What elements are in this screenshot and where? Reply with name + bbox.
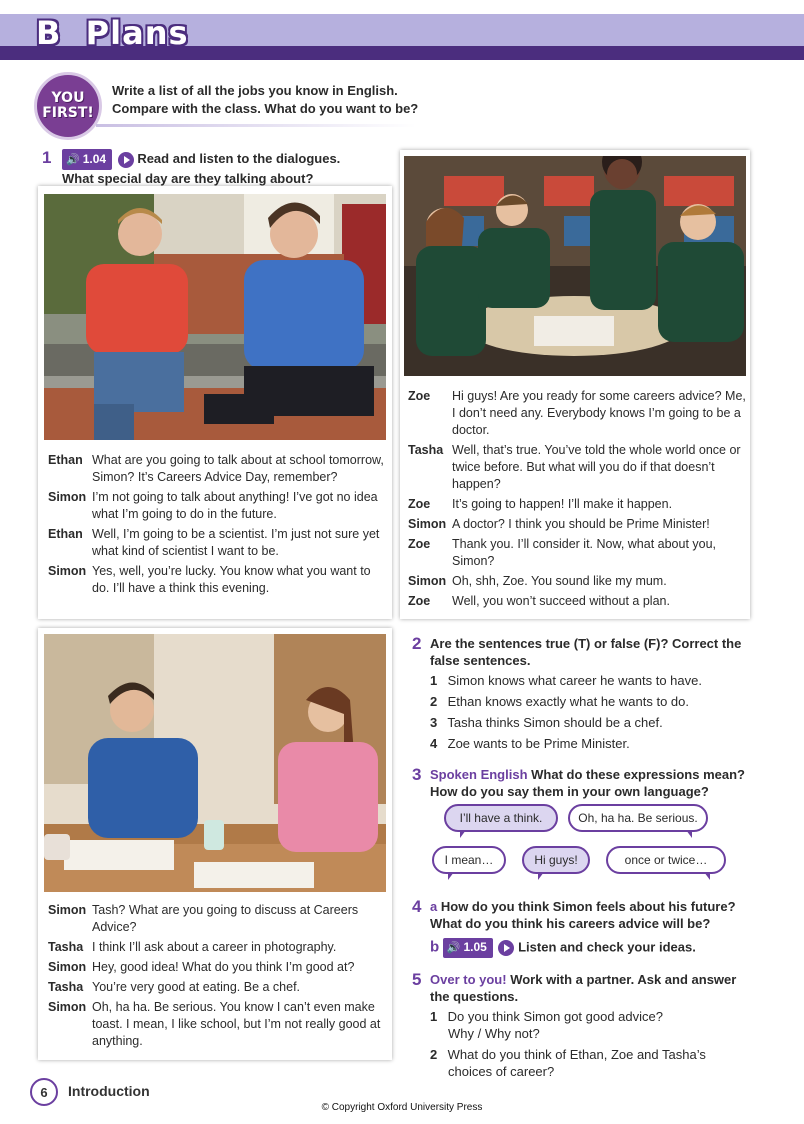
dialogue-text: I think I’ll ask about a career in photography. [92, 940, 337, 954]
dialogue-line [48, 939, 384, 956]
exercise-3-instructions [430, 766, 770, 800]
exercise-5-item [430, 1046, 706, 1080]
dialogue-text: You’re very good at eating. Be a chef. [92, 980, 301, 994]
expression-bubble: Hi guys! [522, 846, 590, 874]
speaker-name: Simon [48, 1000, 87, 1014]
dialogue-line [48, 452, 384, 486]
exercise-2-item [430, 714, 663, 731]
play-icon[interactable] [498, 940, 514, 956]
dialogue-panel-2 [38, 628, 392, 1060]
exercise-5-line2: the questions. [430, 989, 519, 1004]
dialogue-text: It’s going to happen! I’ll make it happen. [452, 497, 673, 511]
photo-ethan-simon [44, 194, 386, 440]
dialogue-text: Oh, shh, Zoe. You sound like my mum. [452, 574, 667, 588]
dialogue-line [48, 526, 384, 560]
dialogue-line [408, 536, 746, 570]
page-title [36, 14, 189, 52]
item-text: What do you think of Ethan, Zoe and Tasha’s [447, 1047, 706, 1062]
speaker-icon: 🔊 [66, 154, 80, 166]
speaker-name: Simon [48, 960, 87, 974]
speaker-name: Simon [48, 564, 87, 578]
exercise-1-line2: What special day are they talking about? [62, 171, 314, 186]
speaker-name: Ethan [48, 527, 83, 541]
dialogue-line [48, 563, 384, 597]
audio-track-badge[interactable] [62, 149, 112, 170]
item-text: Tasha thinks Simon should be a chef. [447, 715, 663, 730]
item-number: 2 [430, 694, 438, 709]
dialogue-line [48, 959, 384, 976]
dialogue-line [408, 593, 746, 610]
audio-track-number: 1.05 [463, 940, 487, 954]
exercise-2-number: 2 [412, 634, 422, 653]
dialogue-text: A doctor? I think you should be Prime Minister! [452, 517, 710, 531]
exercise-5-item [430, 1008, 663, 1042]
you-first-badge-line1: YOU [51, 90, 85, 106]
exercise-1-number: 1 [42, 148, 52, 167]
speaker-icon: 🔊 [446, 942, 461, 954]
speaker-name: Tasha [408, 443, 444, 457]
speaker-name: Tasha [48, 980, 84, 994]
dialogue-text: Well, that’s true. You’ve told the whole world once or twice before. But what will you do if that doesn’t happen? [452, 443, 741, 491]
spoken-english-label: Spoken English [430, 767, 528, 782]
dialogue-line [48, 999, 384, 1050]
dialogue-line [408, 388, 746, 439]
speaker-name: Tasha [48, 940, 84, 954]
divider [96, 124, 416, 127]
dialogue-1 [48, 452, 384, 600]
expression-bubble: I’ll have a think. [444, 804, 558, 832]
audio-track-badge[interactable] [443, 938, 493, 958]
item-number: 1 [430, 1009, 438, 1024]
exercise-2-line1: Are the sentences true (T) or false (F)? Correct the [430, 636, 742, 651]
speaker-name: Zoe [408, 497, 431, 511]
expression-bubble: I mean… [432, 846, 506, 874]
exercise-4b-text: Listen and check your ideas. [518, 939, 696, 955]
exercise-1-line1: Read and listen to the dialogues. [137, 150, 341, 166]
item-number: 2 [430, 1047, 438, 1062]
you-first-badge-line2: FIRST! [42, 105, 94, 121]
exercise-4a [430, 898, 780, 932]
exercise-5-instructions [430, 971, 770, 1005]
speaker-name: Zoe [408, 594, 431, 608]
speaker-name: Zoe [408, 389, 431, 403]
item-text: choices of career? [448, 1064, 555, 1079]
play-icon[interactable] [118, 152, 134, 168]
item-number: 3 [430, 715, 438, 730]
dialogue-text: Hi guys! Are you ready for some careers advice? Me, I don’t need any. Everybody knows I’m going to be a doctor. [452, 389, 746, 437]
item-text: Simon knows what career he wants to have. [447, 673, 702, 688]
expression-bubble: Oh, ha ha. Be serious. [568, 804, 708, 832]
dialogue-3 [408, 388, 746, 613]
exercise-2-line2: false sentences. [430, 653, 531, 668]
section-letter: B [36, 14, 62, 52]
item-text: Ethan knows exactly what he wants to do. [447, 694, 689, 709]
photo-simon-tasha [44, 634, 386, 892]
dialogue-text: Hey, good idea! What do you think I’m good at? [92, 960, 355, 974]
item-text: Zoe wants to be Prime Minister. [447, 736, 630, 751]
audio-track-number: 1.04 [82, 152, 107, 166]
exercise-3-number: 3 [412, 765, 422, 784]
photo-library-group [404, 156, 746, 376]
speaker-name: Simon [48, 903, 87, 917]
dialogue-text: What are you going to talk about at school tomorrow, Simon? It’s Careers Advice Day, remember? [92, 453, 384, 484]
dialogue-panel-1 [38, 186, 392, 619]
dialogue-text: Oh, ha ha. Be serious. You know I can’t even make toast. I mean, I like school, but I’m not really good at anything. [92, 1000, 381, 1048]
dialogue-text: Well, I’m going to be a scientist. I’m just not sure yet what kind of scientist I want to be. [92, 527, 380, 558]
you-first-instructions [112, 82, 442, 118]
dialogue-text: Thank you. I’ll consider it. Now, what about you, Simon? [452, 537, 717, 568]
exercise-4a-line1: How do you think Simon feels about his future? [440, 899, 736, 914]
over-to-you-label: Over to you! [430, 972, 507, 987]
part-a-label: a [430, 899, 438, 914]
speaker-name: Zoe [408, 537, 431, 551]
exercise-5-number: 5 [412, 970, 422, 989]
item-number: 1 [430, 673, 438, 688]
exercise-4a-line2: What do you think his careers advice will be? [430, 916, 711, 931]
speaker-name: Ethan [48, 453, 83, 467]
item-text: Do you think Simon got good advice? [447, 1009, 663, 1024]
copyright: © Copyright Oxford University Press [321, 1102, 483, 1113]
dialogue-text: Yes, well, you’re lucky. You know what you want to do. I’ll have a think this evening. [92, 564, 371, 595]
dialogue-panel-3 [400, 150, 750, 619]
dialogue-line [408, 442, 746, 493]
dialogue-text: I’m not going to talk about anything! I’ve got no idea what I’m going to do in the future. [92, 490, 378, 521]
page-number: 6 [30, 1078, 58, 1106]
speaker-name: Simon [408, 574, 447, 588]
section-title: Plans [85, 14, 189, 52]
you-first-line2: Compare with the class. What do you want to be? [112, 101, 419, 116]
footer-title: Introduction [68, 1083, 150, 1099]
exercise-5-line1: Work with a partner. Ask and answer [510, 972, 737, 987]
exercise-2-item [430, 672, 702, 689]
exercise-3-line2: How do you say them in your own language? [430, 784, 709, 799]
section-header [0, 0, 804, 62]
exercise-2-item [430, 693, 689, 710]
you-first-badge [34, 72, 102, 140]
exercise-3-line1: What do these expressions mean? [531, 767, 745, 782]
exercise-2-item [430, 735, 630, 752]
item-number: 4 [430, 736, 438, 751]
dialogue-line [408, 496, 746, 513]
speaker-name: Simon [48, 490, 87, 504]
part-b-label: b [430, 938, 440, 956]
dialogue-text: Well, you won’t succeed without a plan. [452, 594, 670, 608]
exercise-4b [430, 938, 780, 958]
dialogue-line [408, 573, 746, 590]
dialogue-line [48, 979, 384, 996]
dialogue-line [48, 902, 384, 936]
you-first-line1: Write a list of all the jobs you know in English. [112, 83, 398, 98]
dialogue-line [408, 516, 746, 533]
exercise-4-number: 4 [412, 897, 422, 916]
expression-bubble: once or twice… [606, 846, 726, 874]
item-text: Why / Why not? [448, 1026, 540, 1041]
exercise-1-instructions [62, 149, 382, 188]
speaker-name: Simon [408, 517, 447, 531]
dialogue-line [48, 489, 384, 523]
exercise-2-instructions [430, 635, 770, 669]
dialogue-2 [48, 902, 384, 1053]
dialogue-text: Tash? What are you going to discuss at Careers Advice? [92, 903, 359, 934]
